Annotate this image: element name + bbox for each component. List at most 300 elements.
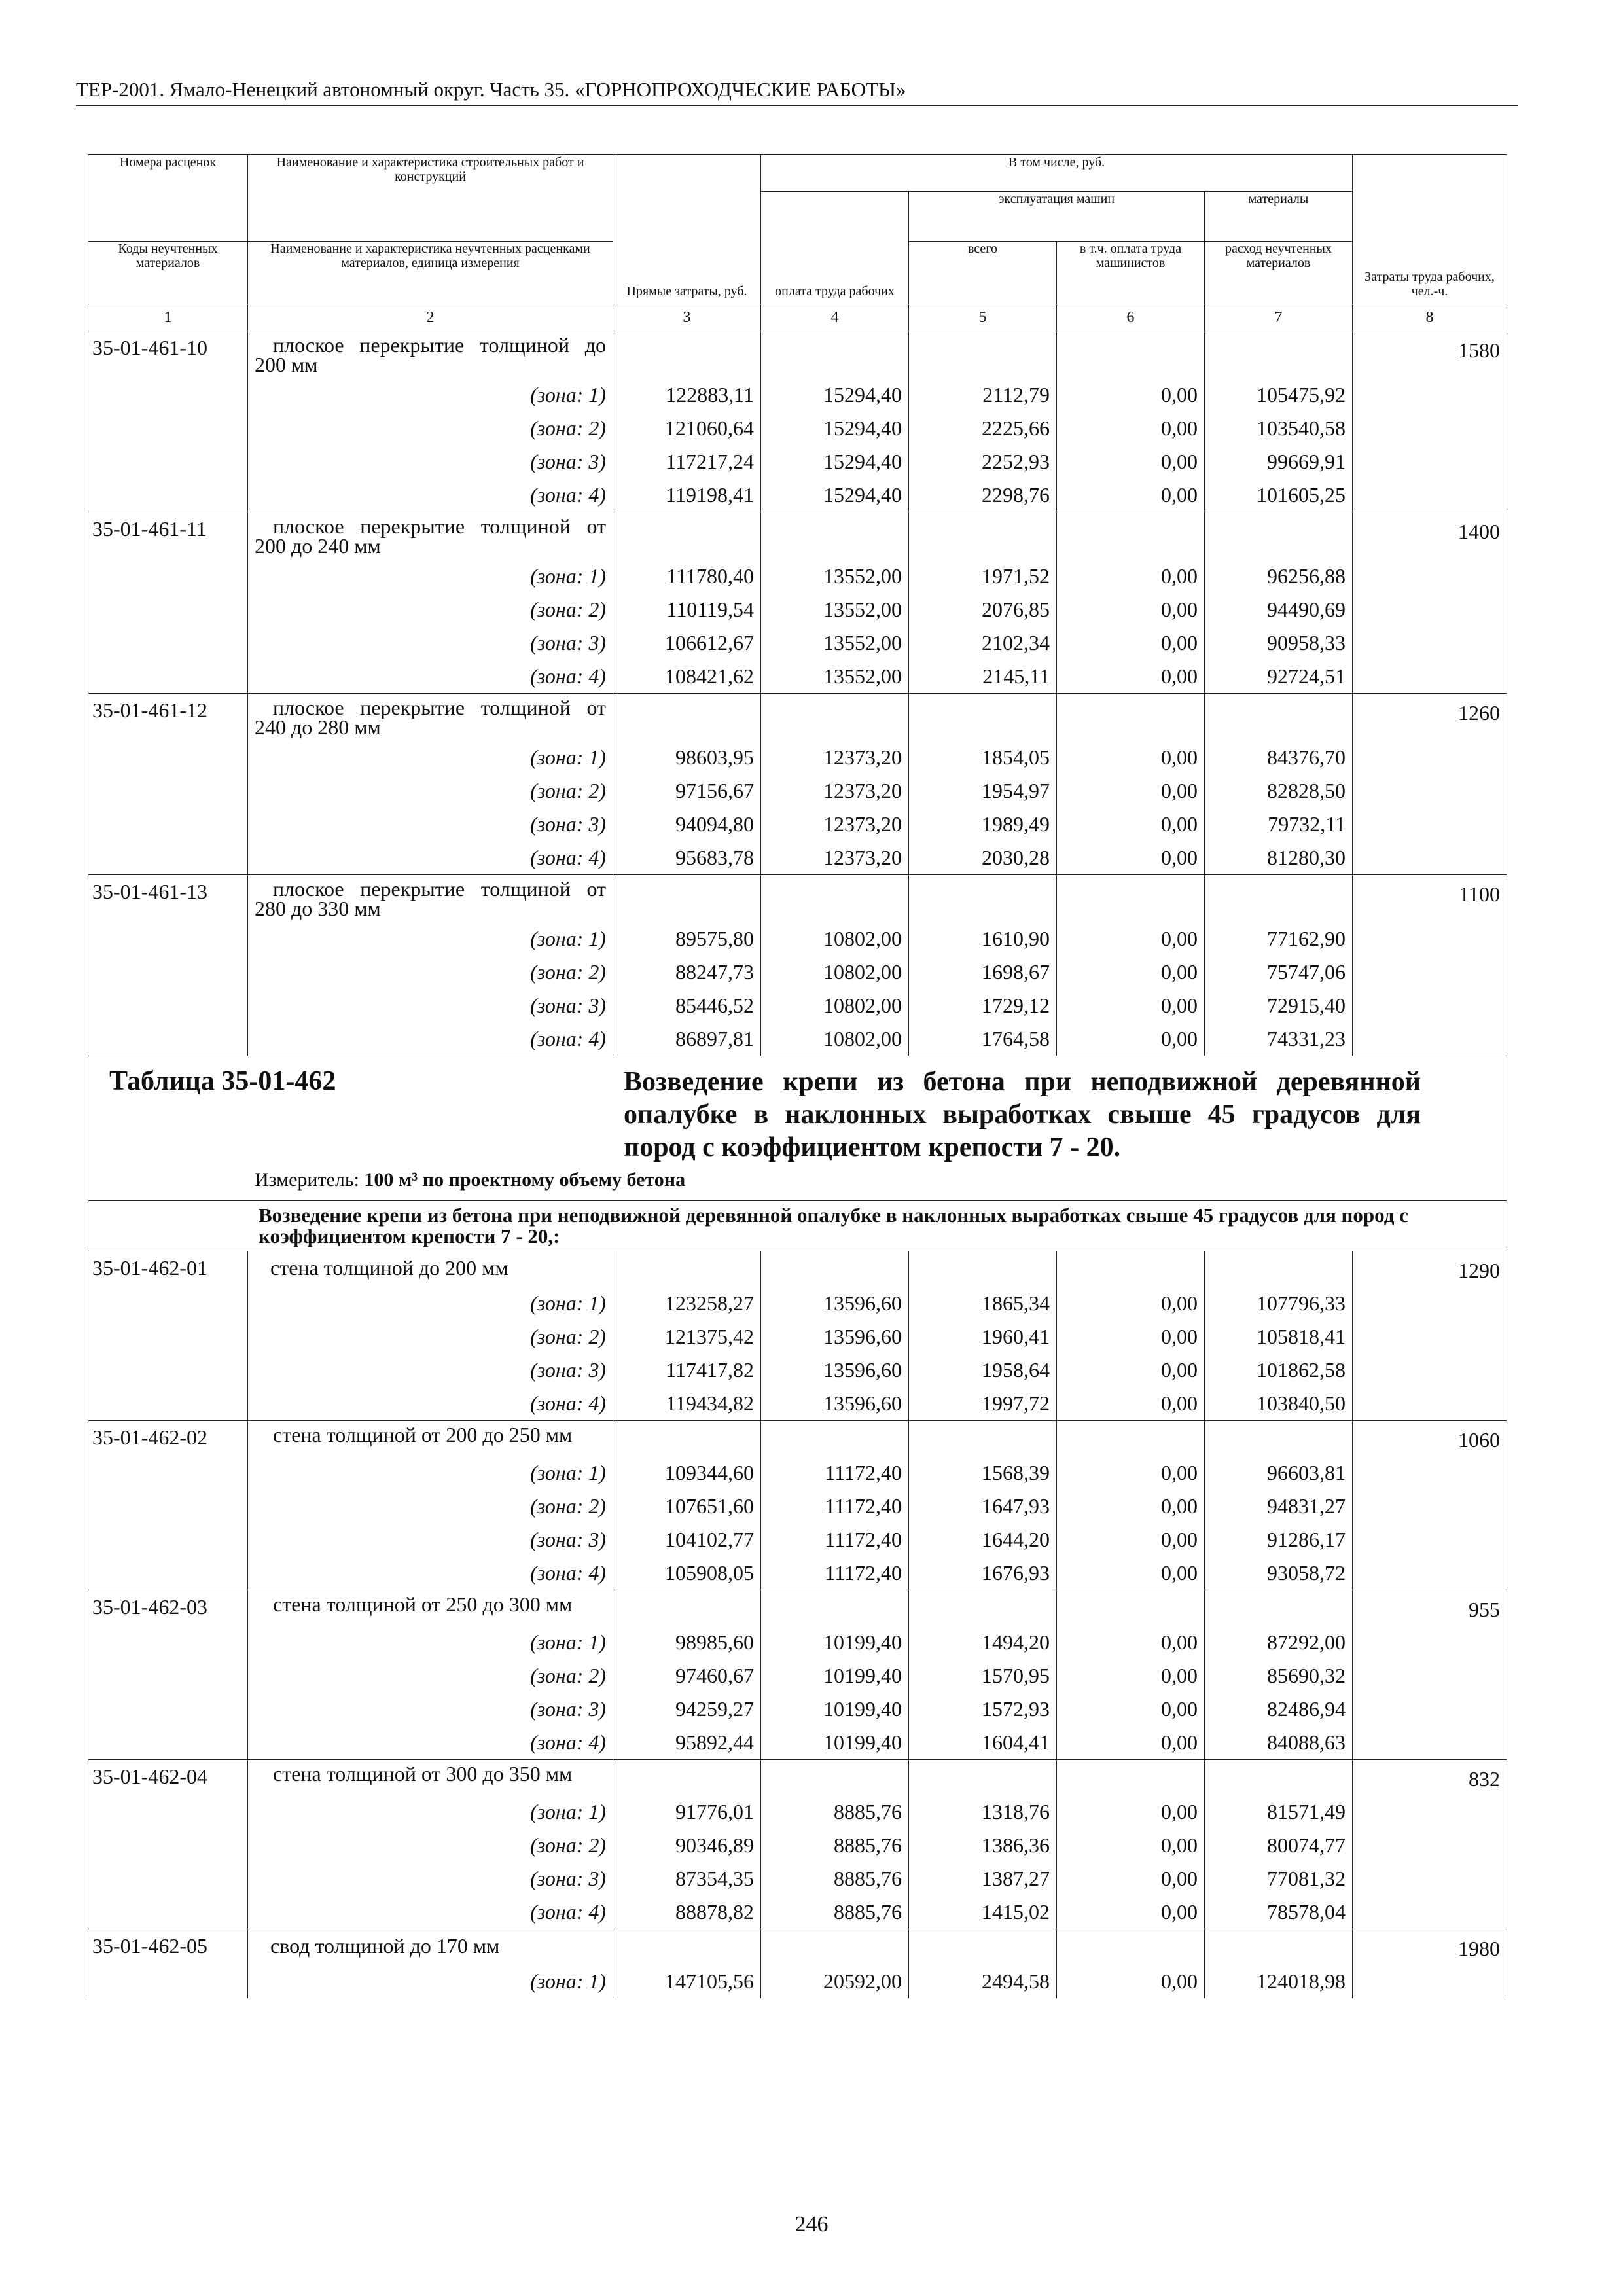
empty-cell — [88, 741, 248, 774]
table-description: Возведение крепи из бетона при неподвижной деревянной опалубке в наклонных выработках свыше 45 градусов для пород с коэффициентом крепости 7 - 20. — [624, 1067, 1421, 1162]
empty-cell — [88, 922, 248, 956]
labor-cost: 1980 — [1353, 1929, 1507, 1965]
machinists-wages: 0,00 — [1057, 1354, 1205, 1387]
empty-cell — [88, 1387, 248, 1421]
wages-cost: 8885,76 — [761, 1829, 909, 1862]
machines-cost: 1386,36 — [909, 1829, 1057, 1862]
col-number: 1 — [88, 304, 248, 331]
labor-cost: 1580 — [1353, 331, 1507, 379]
table-row — [88, 875, 1507, 923]
zone-row — [88, 593, 1507, 626]
zone-label: (зона: 2) — [248, 1659, 613, 1693]
empty-cell — [761, 1421, 909, 1457]
zone-label: (зона: 2) — [248, 956, 613, 989]
work-name: стена толщиной от 250 до 300 мм — [248, 1590, 613, 1626]
empty-cell — [909, 1421, 1057, 1457]
empty-cell — [1353, 1354, 1507, 1387]
empty-cell — [1057, 875, 1205, 923]
machinists-wages: 0,00 — [1057, 626, 1205, 660]
page-header: ТЕР-2001. Ямало-Ненецкий автономный округ. Часть 35. «ГОРНОПРОХОДЧЕСКИЕ РАБОТЫ» — [76, 78, 906, 101]
zone-row — [88, 808, 1507, 841]
machines-cost: 1644,20 — [909, 1523, 1057, 1556]
empty-cell — [88, 1895, 248, 1929]
empty-cell — [613, 331, 761, 379]
empty-cell — [1353, 660, 1507, 694]
zone-row — [88, 1626, 1507, 1659]
empty-cell — [1353, 922, 1507, 956]
empty-cell — [88, 1456, 248, 1490]
column-numbers-row — [88, 304, 1507, 331]
direct-cost: 107651,60 — [613, 1490, 761, 1523]
empty-cell — [88, 1693, 248, 1726]
col-number: 6 — [1057, 304, 1205, 331]
machines-cost: 1415,02 — [909, 1895, 1057, 1929]
materials-cost: 72915,40 — [1205, 989, 1353, 1022]
col-direct: Прямые затраты, руб. — [613, 155, 761, 304]
empty-cell — [909, 512, 1057, 560]
empty-cell — [88, 989, 248, 1022]
empty-cell — [88, 1490, 248, 1523]
direct-cost: 147105,56 — [613, 1965, 761, 1998]
materials-cost: 101605,25 — [1205, 478, 1353, 512]
empty-cell — [1205, 1760, 1353, 1796]
price-code: 35-01-462-01 — [88, 1251, 248, 1287]
direct-cost: 117217,24 — [613, 445, 761, 478]
empty-cell — [1205, 512, 1353, 560]
wages-cost: 8885,76 — [761, 1895, 909, 1929]
price-code: 35-01-462-03 — [88, 1590, 248, 1626]
materials-cost: 94831,27 — [1205, 1490, 1353, 1523]
materials-cost: 81571,49 — [1205, 1795, 1353, 1829]
empty-cell — [1057, 1590, 1205, 1626]
direct-cost: 88247,73 — [613, 956, 761, 989]
machines-cost: 1494,20 — [909, 1626, 1057, 1659]
machines-cost: 1865,34 — [909, 1287, 1057, 1320]
zone-row — [88, 1862, 1507, 1895]
direct-cost: 85446,52 — [613, 989, 761, 1022]
empty-cell — [88, 1022, 248, 1056]
materials-cost: 81280,30 — [1205, 841, 1353, 875]
empty-cell — [613, 694, 761, 742]
zone-label: (зона: 1) — [248, 378, 613, 412]
empty-cell — [613, 1760, 761, 1796]
price-code: 35-01-462-04 — [88, 1760, 248, 1796]
empty-cell — [88, 1795, 248, 1829]
wages-cost: 13596,60 — [761, 1320, 909, 1354]
machines-cost: 2102,34 — [909, 626, 1057, 660]
machines-cost: 1854,05 — [909, 741, 1057, 774]
col-number: 5 — [909, 304, 1057, 331]
col-machines: эксплуатация машин — [909, 192, 1205, 242]
empty-cell — [1353, 1895, 1507, 1929]
empty-cell — [1353, 1726, 1507, 1760]
work-name: свод толщиной до 170 мм — [248, 1929, 613, 1965]
empty-cell — [909, 1251, 1057, 1287]
zone-row — [88, 660, 1507, 694]
empty-cell — [909, 1590, 1057, 1626]
empty-cell — [761, 1760, 909, 1796]
direct-cost: 108421,62 — [613, 660, 761, 694]
empty-cell — [1353, 741, 1507, 774]
empty-cell — [88, 378, 248, 412]
col-work-name: Наименование и характеристика строительных работ и конструкций — [248, 155, 613, 242]
machines-cost: 1698,67 — [909, 956, 1057, 989]
zone-row — [88, 1556, 1507, 1590]
empty-cell — [88, 412, 248, 445]
direct-cost: 119198,41 — [613, 478, 761, 512]
zone-row — [88, 1659, 1507, 1693]
zone-label: (зона: 4) — [248, 1022, 613, 1056]
machines-cost: 1971,52 — [909, 560, 1057, 593]
zone-label: (зона: 3) — [248, 1523, 613, 1556]
empty-cell — [613, 875, 761, 923]
zone-row — [88, 1354, 1507, 1387]
price-code: 35-01-461-11 — [88, 512, 248, 560]
direct-cost: 123258,27 — [613, 1287, 761, 1320]
materials-cost: 82828,50 — [1205, 774, 1353, 808]
wages-cost: 12373,20 — [761, 808, 909, 841]
work-name: плоское перекрытие толщиной от 280 до 330 мм — [248, 875, 613, 923]
wages-cost: 10802,00 — [761, 1022, 909, 1056]
direct-cost: 94094,80 — [613, 808, 761, 841]
empty-cell — [88, 478, 248, 512]
empty-cell — [88, 1862, 248, 1895]
work-name: плоское перекрытие толщиной от 240 до 280 мм — [248, 694, 613, 742]
section-heading: Возведение крепи из бетона при неподвижной деревянной опалубке в наклонных выработках свыше 45 градусов для пород с коэффициентом крепости 7 - 20,: — [88, 1201, 1507, 1251]
materials-cost: 94490,69 — [1205, 593, 1353, 626]
zone-row — [88, 1693, 1507, 1726]
machinists-wages: 0,00 — [1057, 660, 1205, 694]
empty-cell — [1353, 1523, 1507, 1556]
labor-cost: 1260 — [1353, 694, 1507, 742]
zone-label: (зона: 3) — [248, 808, 613, 841]
empty-cell — [909, 1929, 1057, 1965]
empty-cell — [761, 1590, 909, 1626]
empty-cell — [1353, 1829, 1507, 1862]
zone-row — [88, 1829, 1507, 1862]
direct-cost: 89575,80 — [613, 922, 761, 956]
materials-cost: 124018,98 — [1205, 1965, 1353, 1998]
materials-cost: 103840,50 — [1205, 1387, 1353, 1421]
wages-cost: 11172,40 — [761, 1556, 909, 1590]
empty-cell — [1353, 478, 1507, 512]
wages-cost: 13552,00 — [761, 626, 909, 660]
machinists-wages: 0,00 — [1057, 741, 1205, 774]
zone-row — [88, 1320, 1507, 1354]
empty-cell — [1353, 1862, 1507, 1895]
empty-cell — [1353, 1965, 1507, 1998]
table-row — [88, 694, 1507, 742]
wages-cost: 15294,40 — [761, 378, 909, 412]
wages-cost: 13552,00 — [761, 560, 909, 593]
direct-cost: 86897,81 — [613, 1022, 761, 1056]
col-mat-unaccounted: расход неучтенных материалов — [1205, 242, 1353, 304]
zone-label: (зона: 4) — [248, 660, 613, 694]
machinists-wages: 0,00 — [1057, 808, 1205, 841]
zone-row — [88, 626, 1507, 660]
table-35-01-462-caption — [88, 1056, 1507, 1251]
price-code: 35-01-462-05 — [88, 1929, 248, 1965]
empty-cell — [1353, 1387, 1507, 1421]
table-row — [88, 512, 1507, 560]
materials-cost: 80074,77 — [1205, 1829, 1353, 1862]
machines-cost: 2076,85 — [909, 593, 1057, 626]
materials-cost: 91286,17 — [1205, 1523, 1353, 1556]
empty-cell — [88, 593, 248, 626]
materials-cost: 82486,94 — [1205, 1693, 1353, 1726]
header-rule — [76, 105, 1518, 106]
wages-cost: 13552,00 — [761, 593, 909, 626]
col-material-names: Наименование и характеристика неучтенных расценками материалов, единица измерения — [248, 242, 613, 304]
col-incl: В том числе, руб. — [761, 155, 1353, 192]
direct-cost: 106612,67 — [613, 626, 761, 660]
zone-row — [88, 1490, 1507, 1523]
direct-cost: 104102,77 — [613, 1523, 761, 1556]
zone-label: (зона: 4) — [248, 1726, 613, 1760]
wages-cost: 11172,40 — [761, 1523, 909, 1556]
wages-cost: 13596,60 — [761, 1387, 909, 1421]
empty-cell — [88, 1829, 248, 1862]
zone-label: (зона: 2) — [248, 1829, 613, 1862]
empty-cell — [1353, 593, 1507, 626]
zone-label: (зона: 1) — [248, 741, 613, 774]
machinists-wages: 0,00 — [1057, 956, 1205, 989]
direct-cost: 121060,64 — [613, 412, 761, 445]
materials-cost: 84088,63 — [1205, 1726, 1353, 1760]
table-unit — [255, 1169, 685, 1191]
wages-cost: 8885,76 — [761, 1795, 909, 1829]
direct-cost: 88878,82 — [613, 1895, 761, 1929]
empty-cell — [761, 875, 909, 923]
col-number: 8 — [1353, 304, 1507, 331]
zone-row — [88, 841, 1507, 875]
zone-row — [88, 1456, 1507, 1490]
wages-cost: 8885,76 — [761, 1862, 909, 1895]
labor-cost: 832 — [1353, 1760, 1507, 1796]
col-number: 4 — [761, 304, 909, 331]
empty-cell — [761, 331, 909, 379]
materials-cost: 103540,58 — [1205, 412, 1353, 445]
empty-cell — [613, 1590, 761, 1626]
zone-row — [88, 1895, 1507, 1929]
zone-label: (зона: 4) — [248, 841, 613, 875]
empty-cell — [909, 1760, 1057, 1796]
col-materials: материалы — [1205, 192, 1353, 242]
zone-label: (зона: 3) — [248, 445, 613, 478]
machinists-wages: 0,00 — [1057, 1490, 1205, 1523]
wages-cost: 10199,40 — [761, 1659, 909, 1693]
machines-cost: 2030,28 — [909, 841, 1057, 875]
machinists-wages: 0,00 — [1057, 560, 1205, 593]
materials-cost: 85690,32 — [1205, 1659, 1353, 1693]
unit-label: Измеритель: — [255, 1169, 359, 1191]
zone-label: (зона: 1) — [248, 922, 613, 956]
empty-cell — [88, 1354, 248, 1387]
empty-cell — [88, 774, 248, 808]
machines-cost: 1647,93 — [909, 1490, 1057, 1523]
empty-cell — [1353, 841, 1507, 875]
empty-cell — [613, 1929, 761, 1965]
empty-cell — [761, 1929, 909, 1965]
direct-cost: 98985,60 — [613, 1626, 761, 1659]
labor-cost: 955 — [1353, 1590, 1507, 1626]
materials-cost: 78578,04 — [1205, 1895, 1353, 1929]
empty-cell — [88, 1556, 248, 1590]
direct-cost: 111780,40 — [613, 560, 761, 593]
machines-cost: 1729,12 — [909, 989, 1057, 1022]
direct-cost: 109344,60 — [613, 1456, 761, 1490]
empty-cell — [1353, 1456, 1507, 1490]
table-row — [88, 331, 1507, 379]
zone-row — [88, 560, 1507, 593]
empty-cell — [761, 1251, 909, 1287]
empty-cell — [88, 1965, 248, 1998]
materials-cost: 87292,00 — [1205, 1626, 1353, 1659]
col-mach-wages: в т.ч. оплата труда машинистов — [1057, 242, 1205, 304]
work-name: плоское перекрытие толщиной до 200 мм — [248, 331, 613, 379]
machines-cost: 2225,66 — [909, 412, 1057, 445]
price-code: 35-01-462-02 — [88, 1421, 248, 1457]
table-body-462 — [88, 1251, 1507, 1999]
direct-cost: 97460,67 — [613, 1659, 761, 1693]
machinists-wages: 0,00 — [1057, 841, 1205, 875]
empty-cell — [88, 841, 248, 875]
table-row — [88, 1760, 1507, 1796]
machinists-wages: 0,00 — [1057, 922, 1205, 956]
empty-cell — [909, 331, 1057, 379]
col-labor: Затраты труда рабочих, чел.-ч. — [1353, 155, 1507, 304]
materials-cost: 77081,32 — [1205, 1862, 1353, 1895]
machines-cost: 1960,41 — [909, 1320, 1057, 1354]
empty-cell — [1353, 1556, 1507, 1590]
machines-cost: 1387,27 — [909, 1862, 1057, 1895]
empty-cell — [1205, 1251, 1353, 1287]
empty-cell — [88, 1659, 248, 1693]
materials-cost: 74331,23 — [1205, 1022, 1353, 1056]
wages-cost: 10802,00 — [761, 956, 909, 989]
machinists-wages: 0,00 — [1057, 1862, 1205, 1895]
empty-cell — [88, 660, 248, 694]
zone-label: (зона: 2) — [248, 1490, 613, 1523]
zone-label: (зона: 1) — [248, 1456, 613, 1490]
col-mach-total: всего — [909, 242, 1057, 304]
empty-cell — [1205, 1929, 1353, 1965]
machines-cost: 2145,11 — [909, 660, 1057, 694]
empty-cell — [1057, 331, 1205, 379]
empty-cell — [88, 1320, 248, 1354]
wages-cost: 10199,40 — [761, 1693, 909, 1726]
empty-cell — [761, 512, 909, 560]
materials-cost: 105818,41 — [1205, 1320, 1353, 1354]
machinists-wages: 0,00 — [1057, 1287, 1205, 1320]
materials-cost: 75747,06 — [1205, 956, 1353, 989]
col-number: 2 — [248, 304, 613, 331]
machinists-wages: 0,00 — [1057, 1795, 1205, 1829]
empty-cell — [1353, 1659, 1507, 1693]
direct-cost: 91776,01 — [613, 1795, 761, 1829]
zone-label: (зона: 1) — [248, 1965, 613, 1998]
work-name: стена толщиной до 200 мм — [248, 1251, 613, 1287]
zone-label: (зона: 2) — [248, 774, 613, 808]
zone-label: (зона: 3) — [248, 1693, 613, 1726]
empty-cell — [1057, 1929, 1205, 1965]
col-wages: оплата труда рабочих — [761, 192, 909, 304]
machines-cost: 1318,76 — [909, 1795, 1057, 1829]
empty-cell — [909, 694, 1057, 742]
materials-cost: 107796,33 — [1205, 1287, 1353, 1320]
materials-cost: 84376,70 — [1205, 741, 1353, 774]
col-number: 7 — [1205, 304, 1353, 331]
machinists-wages: 0,00 — [1057, 1829, 1205, 1862]
materials-cost: 93058,72 — [1205, 1556, 1353, 1590]
machinists-wages: 0,00 — [1057, 989, 1205, 1022]
wages-cost: 11172,40 — [761, 1490, 909, 1523]
materials-cost: 90958,33 — [1205, 626, 1353, 660]
machinists-wages: 0,00 — [1057, 1895, 1205, 1929]
machines-cost: 2252,93 — [909, 445, 1057, 478]
materials-cost: 105475,92 — [1205, 378, 1353, 412]
direct-cost: 95892,44 — [613, 1726, 761, 1760]
empty-cell — [1057, 1251, 1205, 1287]
empty-cell — [1353, 989, 1507, 1022]
wages-cost: 11172,40 — [761, 1456, 909, 1490]
direct-cost: 97156,67 — [613, 774, 761, 808]
col-material-codes: Коды неучтенных материалов — [88, 242, 248, 304]
labor-cost: 1060 — [1353, 1421, 1507, 1457]
table-body-461 — [88, 331, 1507, 1056]
table-id: Таблица 35-01-462 — [109, 1066, 336, 1096]
price-code: 35-01-461-13 — [88, 875, 248, 923]
machines-cost: 1764,58 — [909, 1022, 1057, 1056]
zone-row — [88, 741, 1507, 774]
direct-cost: 87354,35 — [613, 1862, 761, 1895]
wages-cost: 12373,20 — [761, 774, 909, 808]
machines-cost: 1997,72 — [909, 1387, 1057, 1421]
machinists-wages: 0,00 — [1057, 1693, 1205, 1726]
machinists-wages: 0,00 — [1057, 1320, 1205, 1354]
price-table — [88, 154, 1507, 1998]
unit-value: 100 м³ по проектному объему бетона — [364, 1169, 686, 1191]
empty-cell — [1353, 1693, 1507, 1726]
materials-cost: 77162,90 — [1205, 922, 1353, 956]
machinists-wages: 0,00 — [1057, 1626, 1205, 1659]
zone-label: (зона: 1) — [248, 1287, 613, 1320]
price-code: 35-01-461-10 — [88, 331, 248, 379]
wages-cost: 13596,60 — [761, 1287, 909, 1320]
empty-cell — [88, 808, 248, 841]
empty-cell — [1057, 694, 1205, 742]
zone-row — [88, 1287, 1507, 1320]
wages-cost: 15294,40 — [761, 478, 909, 512]
machines-cost: 1958,64 — [909, 1354, 1057, 1387]
direct-cost: 94259,27 — [613, 1693, 761, 1726]
machinists-wages: 0,00 — [1057, 378, 1205, 412]
table-row — [88, 1421, 1507, 1457]
zone-row — [88, 1726, 1507, 1760]
machines-cost: 2494,58 — [909, 1965, 1057, 1998]
zone-label: (зона: 2) — [248, 1320, 613, 1354]
empty-cell — [613, 1251, 761, 1287]
direct-cost: 110119,54 — [613, 593, 761, 626]
zone-label: (зона: 3) — [248, 989, 613, 1022]
zone-row — [88, 1965, 1507, 1998]
empty-cell — [1353, 560, 1507, 593]
empty-cell — [88, 1626, 248, 1659]
wages-cost: 20592,00 — [761, 1965, 909, 1998]
empty-cell — [88, 445, 248, 478]
zone-label: (зона: 3) — [248, 626, 613, 660]
empty-cell — [1205, 875, 1353, 923]
